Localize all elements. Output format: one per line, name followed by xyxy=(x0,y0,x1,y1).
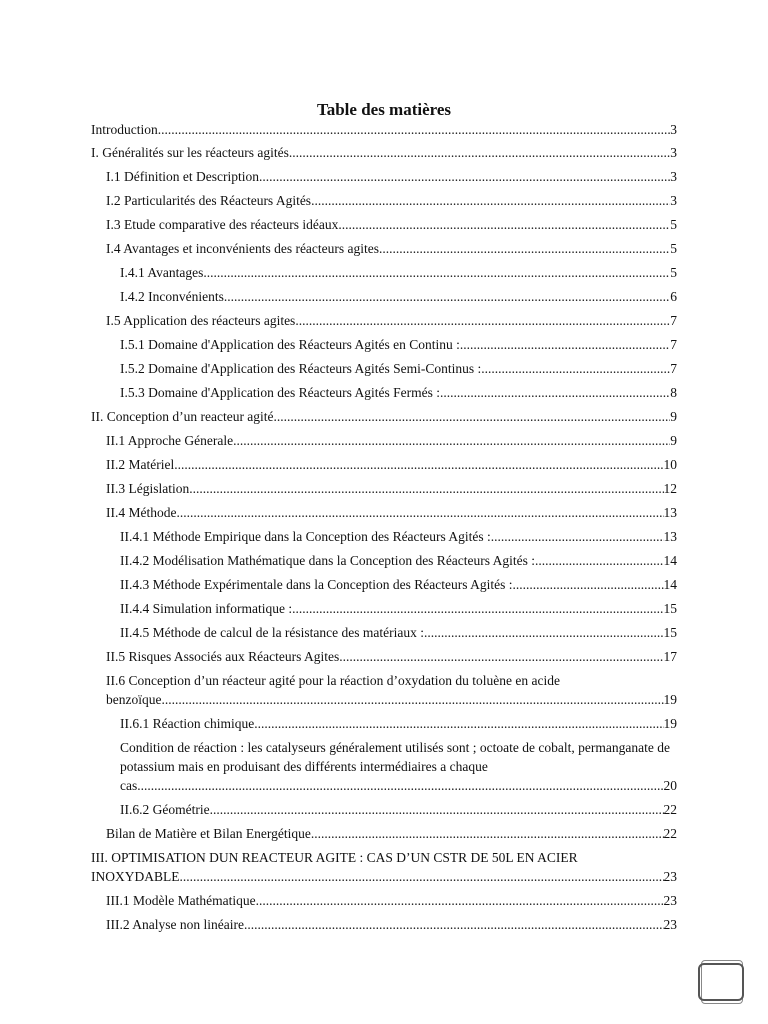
toc-entry-text: II.4.2 Modélisation Mathématique dans la Conception des Réacteurs Agités : xyxy=(120,553,536,568)
toc-entry[interactable] xyxy=(120,800,677,819)
toc-entry-text: I.4 Avantages et inconvénients des réacteurs agites xyxy=(106,241,380,256)
toc-entry-text-continued: Condition de réaction : les catalyseurs généralement utilisés sont ; octoate de cobalt, permanganate de potassium mais en produisant des différents intermédiaires a chaque xyxy=(120,740,670,774)
toc-leader-dots xyxy=(256,891,664,910)
toc-page-number: 3 xyxy=(670,169,677,184)
toc-page-number: 3 xyxy=(670,122,677,137)
toc-entry-text: I.4.2 Inconvénients xyxy=(120,289,224,304)
toc-entry[interactable] xyxy=(106,215,677,234)
toc-entry[interactable] xyxy=(106,167,677,186)
toc-leader-dots xyxy=(158,120,671,139)
toc-entry-text: cas xyxy=(120,778,138,793)
toc-leader-dots xyxy=(289,143,670,162)
toc-entry[interactable] xyxy=(106,891,677,910)
toc-entry-text: I.2 Particularités des Réacteurs Agités xyxy=(106,193,312,208)
toc-page-number: 13 xyxy=(663,529,677,544)
toc-entry[interactable] xyxy=(120,359,677,378)
toc-entry-text-continued: III. OPTIMISATION DUN REACTEUR AGITE : CAS D’UN CSTR DE 50L EN ACIER xyxy=(91,850,578,865)
toc-leader-dots xyxy=(174,455,663,474)
toc-page-number: 15 xyxy=(663,601,677,616)
toc-entry[interactable] xyxy=(120,335,677,354)
toc-entry-text: II.2 Matériel xyxy=(106,457,175,472)
toc-entry-text: II.4.4 Simulation informatique : xyxy=(120,601,293,616)
toc-page-number: 3 xyxy=(670,145,677,160)
toc-entry-text: II.5 Risques Associés aux Réacteurs Agites xyxy=(106,649,340,664)
toc-page-number: 12 xyxy=(663,481,677,496)
toc-entry[interactable] xyxy=(106,431,677,450)
toc-entry[interactable] xyxy=(120,287,677,306)
toc-entry[interactable] xyxy=(106,191,677,210)
toc-leader-dots xyxy=(338,215,670,234)
toc-page-number: 14 xyxy=(663,553,677,568)
toc-leader-dots xyxy=(379,239,670,258)
toc-page-number: 15 xyxy=(663,625,677,640)
toc-entry[interactable] xyxy=(106,479,677,498)
toc-leader-dots xyxy=(535,551,663,570)
toc-page-number: 14 xyxy=(663,577,677,592)
toc-leader-dots xyxy=(259,167,670,186)
toc-page-number: 17 xyxy=(663,649,677,664)
toc-entry-text: III.1 Modèle Mathématique xyxy=(106,893,256,908)
toc-entry-text: II.3 Législation xyxy=(106,481,190,496)
toc-entry-text: I.5 Application des réacteurs agites xyxy=(106,313,296,328)
toc-entry[interactable] xyxy=(106,503,677,522)
toc-page-number: 23 xyxy=(663,869,677,884)
toc-entry[interactable] xyxy=(120,738,677,795)
toc-entry[interactable] xyxy=(106,647,677,666)
toc-entry[interactable] xyxy=(91,848,677,886)
toc-entry-text: I.3 Etude comparative des réacteurs idéaux xyxy=(106,217,339,232)
toc-entry[interactable] xyxy=(120,551,677,570)
toc-entry-text: benzoïque xyxy=(106,692,162,707)
toc-entry-text: I.5.1 Domaine d'Application des Réacteurs Agités en Continu : xyxy=(120,337,460,352)
toc-entry-text: II.4.3 Méthode Expérimentale dans la Conception des Réacteurs Agités : xyxy=(120,577,513,592)
toc-page-number: 9 xyxy=(670,433,677,448)
toc-page-number: 10 xyxy=(663,457,677,472)
toc-page-number: 19 xyxy=(663,692,677,707)
toc-entry[interactable] xyxy=(120,263,677,282)
toc-leader-dots xyxy=(424,623,663,642)
toc-leader-dots xyxy=(176,503,663,522)
toc-leader-dots xyxy=(292,599,663,618)
toc-page-number: 19 xyxy=(663,716,677,731)
toc-entry-text: I.5.3 Domaine d'Application des Réacteurs Agités Fermés : xyxy=(120,385,440,400)
toc-entry[interactable] xyxy=(120,527,677,546)
toc-leader-dots xyxy=(233,431,670,450)
toc-leader-dots xyxy=(244,915,664,934)
toc-leader-dots xyxy=(460,335,670,354)
toc-entry-text: I.4.1 Avantages xyxy=(120,265,204,280)
toc-title: Table des matières xyxy=(316,100,452,119)
toc-page-number: 9 xyxy=(670,409,677,424)
toc-page-number: 23 xyxy=(663,893,677,908)
toc-page-number: 6 xyxy=(670,289,677,304)
toc-entry-text: Bilan de Matière et Bilan Energétique xyxy=(106,826,311,841)
toc-entry-text: II.4 Méthode xyxy=(106,505,177,520)
toc-page-number: 13 xyxy=(663,505,677,520)
toc-entry[interactable] xyxy=(120,599,677,618)
toc-page-number: 5 xyxy=(670,241,677,256)
toc-leader-dots xyxy=(339,647,663,666)
toc-entry[interactable] xyxy=(120,383,677,402)
toc-entry[interactable] xyxy=(106,455,677,474)
toc-entry[interactable] xyxy=(120,623,677,642)
toc-leader-dots xyxy=(180,867,664,886)
toc-page-number: 23 xyxy=(663,917,677,932)
toc-entry[interactable] xyxy=(120,575,677,594)
toc-leader-dots xyxy=(137,776,663,795)
toc-page-number: 8 xyxy=(670,385,677,400)
toc-page-number: 5 xyxy=(670,217,677,232)
toc-leader-dots xyxy=(491,527,664,546)
toc-entry-text: Introduction xyxy=(91,122,158,137)
toc-leader-dots xyxy=(311,191,670,210)
toc-leader-dots xyxy=(513,575,664,594)
toc-leader-dots xyxy=(161,690,663,709)
toc-entry-text: I. Généralités sur les réacteurs agités xyxy=(91,145,289,160)
toc-entry-text-continued: II.6 Conception d’un réacteur agité pour la réaction d’oxydation du toluène en acide xyxy=(106,673,560,688)
toc-page-number: 22 xyxy=(663,826,677,841)
toc-leader-dots xyxy=(224,287,670,306)
toc-page-number: 7 xyxy=(670,313,677,328)
toc-leader-dots xyxy=(311,824,664,843)
toc-entry-text: II.6.1 Réaction chimique xyxy=(120,716,255,731)
toc-entry-text: INOXYDABLE xyxy=(91,869,180,884)
toc-entry-text: II.1 Approche Génerale xyxy=(106,433,234,448)
toc-leader-dots xyxy=(210,800,664,819)
toc-entry-text: II. Conception d’un reacteur agité xyxy=(91,409,274,424)
toc-leader-dots xyxy=(189,479,663,498)
toc-entry-text: II.4.5 Méthode de calcul de la résistance des matériaux : xyxy=(120,625,425,640)
toc-entry[interactable] xyxy=(91,120,677,139)
toc-leader-dots xyxy=(254,714,663,733)
page-corner-box xyxy=(698,963,744,1001)
toc-leader-dots xyxy=(481,359,670,378)
toc-entry[interactable] xyxy=(91,143,677,162)
toc-page-number: 22 xyxy=(663,802,677,817)
toc-leader-dots xyxy=(274,407,671,426)
toc-entry[interactable] xyxy=(120,714,677,733)
toc-entry[interactable] xyxy=(106,824,677,843)
toc-page-number: 7 xyxy=(670,361,677,376)
toc-entry-text: I.5.2 Domaine d'Application des Réacteurs Agités Semi-Continus : xyxy=(120,361,482,376)
toc-page-number: 5 xyxy=(670,265,677,280)
toc-entry-text: II.4.1 Méthode Empirique dans la Conception des Réacteurs Agités : xyxy=(120,529,491,544)
toc-entry-text: III.2 Analyse non linéaire xyxy=(106,917,244,932)
toc-entry[interactable] xyxy=(106,915,677,934)
toc-entry[interactable] xyxy=(106,311,677,330)
toc-page-number: 3 xyxy=(670,193,677,208)
toc-leader-dots xyxy=(440,383,670,402)
toc-entry[interactable] xyxy=(106,239,677,258)
toc-page-number: 7 xyxy=(670,337,677,352)
toc-entry[interactable] xyxy=(91,407,677,426)
toc-leader-dots xyxy=(203,263,670,282)
toc-entry[interactable] xyxy=(106,671,677,709)
table-of-contents xyxy=(91,120,677,939)
toc-leader-dots xyxy=(295,311,670,330)
toc-entry-text: I.1 Définition et Description xyxy=(106,169,259,184)
toc-entry-text: II.6.2 Géométrie xyxy=(120,802,210,817)
toc-page-number: 20 xyxy=(663,778,677,793)
